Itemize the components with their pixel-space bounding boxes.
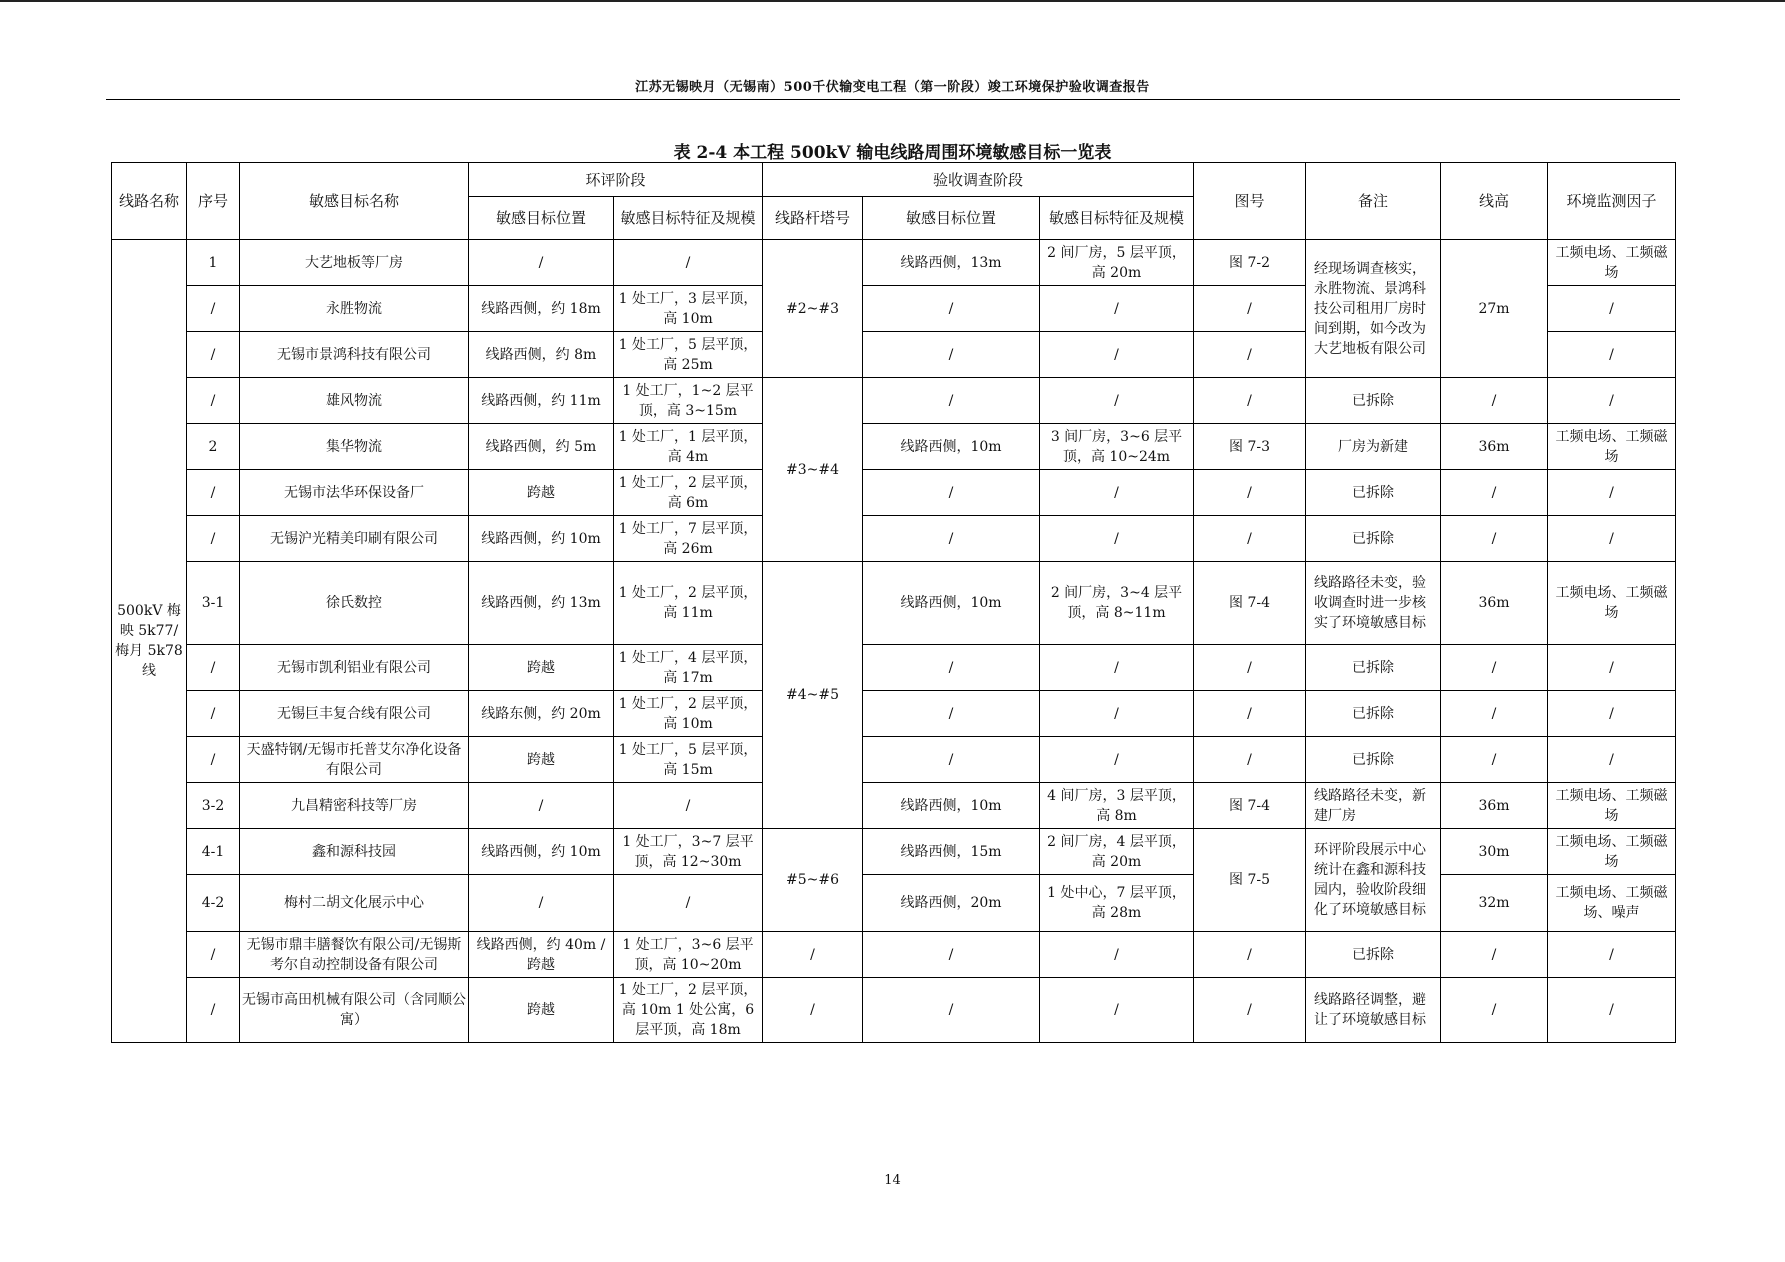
target-name-cell: 无锡市高田机械有限公司（含同顺公寓） bbox=[240, 978, 469, 1043]
monitoring-cell: 工频电场、工频磁场 bbox=[1548, 240, 1676, 286]
target-name-cell: 九昌精密科技等厂房 bbox=[240, 783, 469, 829]
remark-cell: 线路路径未变，新建厂房 bbox=[1306, 783, 1441, 829]
table-row bbox=[112, 240, 1676, 286]
monitoring-cell: 工频电场、工频磁场 bbox=[1548, 424, 1676, 470]
acc-feature-cell: / bbox=[1040, 470, 1194, 516]
monitoring-cell: 工频电场、工频磁场 bbox=[1548, 783, 1676, 829]
eia-position-cell: 线路西侧，约 10m bbox=[469, 516, 614, 562]
acc-position-cell: / bbox=[863, 737, 1040, 783]
target-name-cell: 徐氏数控 bbox=[240, 562, 469, 645]
acc-position-cell: 线路西侧，10m bbox=[863, 562, 1040, 645]
monitoring-cell: / bbox=[1548, 516, 1676, 562]
acc-position-cell: 线路西侧，10m bbox=[863, 424, 1040, 470]
seq-cell: / bbox=[187, 932, 240, 978]
col-monitoring: 环境监测因子 bbox=[1548, 163, 1676, 240]
tower-cell: #2~#3 bbox=[763, 240, 863, 378]
target-name-cell: 无锡巨丰复合线有限公司 bbox=[240, 691, 469, 737]
target-name-cell: 雄风物流 bbox=[240, 378, 469, 424]
line-height-cell: / bbox=[1441, 470, 1548, 516]
remark-cell: 已拆除 bbox=[1306, 516, 1441, 562]
seq-cell: 4-2 bbox=[187, 875, 240, 932]
target-name-cell: 无锡市鼎丰膳餐饮有限公司/无锡斯考尔自动控制设备有限公司 bbox=[240, 932, 469, 978]
target-name-cell: 无锡市法华环保设备厂 bbox=[240, 470, 469, 516]
acc-feature-cell: 3 间厂房，3~6 层平顶，高 10~24m bbox=[1040, 424, 1194, 470]
header-row-1 bbox=[112, 163, 1676, 197]
seq-cell: / bbox=[187, 286, 240, 332]
top-border-line bbox=[0, 0, 1785, 2]
seq-cell: 1 bbox=[187, 240, 240, 286]
report-header: 江苏无锡映月（无锡南）500千伏输变电工程（第一阶段）竣工环境保护验收调查报告 bbox=[635, 80, 1150, 95]
tower-cell: #3~#4 bbox=[763, 378, 863, 562]
target-name-cell: 天盛特钢/无锡市托普艾尔净化设备有限公司 bbox=[240, 737, 469, 783]
remark-cell: 已拆除 bbox=[1306, 645, 1441, 691]
eia-feature-cell: 1 处工厂，4 层平顶，高 17m bbox=[614, 645, 763, 691]
col-acc-position: 敏感目标位置 bbox=[863, 197, 1040, 240]
seq-cell: / bbox=[187, 378, 240, 424]
remark-cell: 经现场调查核实，永胜物流、景鸿科技公司租用厂房时间到期，如今改为大艺地板有限公司 bbox=[1306, 240, 1441, 378]
figure-cell: / bbox=[1194, 516, 1306, 562]
target-name-cell: 无锡沪光精美印刷有限公司 bbox=[240, 516, 469, 562]
acc-feature-cell: / bbox=[1040, 932, 1194, 978]
line-name-cell: 500kV 梅映 5k77/梅月 5k78 线 bbox=[112, 240, 187, 1043]
acc-feature-cell: 2 间厂房，4 层平顶，高 20m bbox=[1040, 829, 1194, 875]
acc-feature-cell: / bbox=[1040, 332, 1194, 378]
header-rule bbox=[106, 99, 1680, 100]
eia-feature-cell: 1 处工厂，2 层平顶，高 11m bbox=[614, 562, 763, 645]
eia-feature-cell: 1 处工厂，7 层平顶，高 26m bbox=[614, 516, 763, 562]
col-acceptance-stage: 验收调查阶段 bbox=[763, 163, 1194, 197]
line-height-cell: 30m bbox=[1441, 829, 1548, 875]
eia-feature-cell: 1 处工厂，2 层平顶，高 10m bbox=[614, 691, 763, 737]
table-row bbox=[112, 470, 1676, 516]
seq-cell: 3-1 bbox=[187, 562, 240, 645]
acc-position-cell: / bbox=[863, 286, 1040, 332]
eia-feature-cell: 1 处工厂，3~6 层平顶，高 10~20m bbox=[614, 932, 763, 978]
line-height-cell: 36m bbox=[1441, 783, 1548, 829]
table-title: 表 2-4 本工程 500kV 输电线路周围环境敏感目标一览表 bbox=[673, 143, 1112, 163]
seq-cell: 2 bbox=[187, 424, 240, 470]
table-row bbox=[112, 645, 1676, 691]
remark-cell: 环评阶段展示中心统计在鑫和源科技园内，验收阶段细化了环境敏感目标 bbox=[1306, 829, 1441, 932]
line-height-cell: / bbox=[1441, 978, 1548, 1043]
acc-position-cell: 线路西侧，10m bbox=[863, 783, 1040, 829]
col-seq: 序号 bbox=[187, 163, 240, 240]
monitoring-cell: 工频电场、工频磁场 bbox=[1548, 829, 1676, 875]
seq-cell: 4-1 bbox=[187, 829, 240, 875]
table-row bbox=[112, 691, 1676, 737]
seq-cell: / bbox=[187, 470, 240, 516]
line-height-cell: 32m bbox=[1441, 875, 1548, 932]
table-row bbox=[112, 562, 1676, 645]
acc-feature-cell: / bbox=[1040, 691, 1194, 737]
eia-feature-cell: / bbox=[614, 240, 763, 286]
eia-position-cell: 线路西侧，约 40m /跨越 bbox=[469, 932, 614, 978]
remark-cell: 已拆除 bbox=[1306, 470, 1441, 516]
tower-cell: #4~#5 bbox=[763, 562, 863, 829]
acc-position-cell: / bbox=[863, 978, 1040, 1043]
seq-cell: / bbox=[187, 978, 240, 1043]
monitoring-cell: 工频电场、工频磁场 bbox=[1548, 562, 1676, 645]
eia-feature-cell: 1 处工厂，3 层平顶，高 10m bbox=[614, 286, 763, 332]
table-row bbox=[112, 932, 1676, 978]
monitoring-cell: 工频电场、工频磁场、噪声 bbox=[1548, 875, 1676, 932]
figure-cell: 图 7-3 bbox=[1194, 424, 1306, 470]
col-tower: 线路杆塔号 bbox=[763, 197, 863, 240]
eia-feature-cell: 1 处工厂，2 层平顶，高 6m bbox=[614, 470, 763, 516]
line-height-cell: / bbox=[1441, 737, 1548, 783]
seq-cell: 3-2 bbox=[187, 783, 240, 829]
figure-cell: / bbox=[1194, 470, 1306, 516]
seq-cell: / bbox=[187, 516, 240, 562]
page-number: 14 bbox=[884, 1173, 901, 1188]
monitoring-cell: / bbox=[1548, 645, 1676, 691]
col-line-height: 线高 bbox=[1441, 163, 1548, 240]
col-line-name: 线路名称 bbox=[112, 163, 187, 240]
sensitive-targets-table bbox=[111, 162, 1676, 1043]
col-eia-feature: 敏感目标特征及规模 bbox=[614, 197, 763, 240]
target-name-cell: 大艺地板等厂房 bbox=[240, 240, 469, 286]
acc-position-cell: 线路西侧，20m bbox=[863, 875, 1040, 932]
acc-position-cell: / bbox=[863, 645, 1040, 691]
eia-feature-cell: / bbox=[614, 783, 763, 829]
eia-position-cell: 跨越 bbox=[469, 737, 614, 783]
eia-feature-cell: 1 处工厂，3~7 层平顶，高 12~30m bbox=[614, 829, 763, 875]
acc-position-cell: / bbox=[863, 691, 1040, 737]
remark-cell: 厂房为新建 bbox=[1306, 424, 1441, 470]
eia-position-cell: 跨越 bbox=[469, 978, 614, 1043]
line-height-cell: 36m bbox=[1441, 562, 1548, 645]
acc-position-cell: / bbox=[863, 470, 1040, 516]
acc-feature-cell: 2 间厂房，5 层平顶，高 20m bbox=[1040, 240, 1194, 286]
table-row bbox=[112, 875, 1676, 932]
figure-cell: 图 7-4 bbox=[1194, 562, 1306, 645]
acc-feature-cell: / bbox=[1040, 286, 1194, 332]
figure-cell: / bbox=[1194, 737, 1306, 783]
eia-position-cell: 线路西侧，约 18m bbox=[469, 286, 614, 332]
figure-cell: / bbox=[1194, 978, 1306, 1043]
acc-feature-cell: 1 处中心，7 层平顶，高 28m bbox=[1040, 875, 1194, 932]
line-height-cell: / bbox=[1441, 378, 1548, 424]
acc-feature-cell: 2 间厂房，3~4 层平顶，高 8~11m bbox=[1040, 562, 1194, 645]
eia-position-cell: 线路西侧，约 8m bbox=[469, 332, 614, 378]
acc-feature-cell: / bbox=[1040, 516, 1194, 562]
acc-position-cell: / bbox=[863, 516, 1040, 562]
monitoring-cell: / bbox=[1548, 470, 1676, 516]
figure-cell: / bbox=[1194, 691, 1306, 737]
figure-cell: / bbox=[1194, 286, 1306, 332]
figure-cell: / bbox=[1194, 932, 1306, 978]
line-height-cell: 27m bbox=[1441, 240, 1548, 378]
target-name-cell: 无锡市凯利铝业有限公司 bbox=[240, 645, 469, 691]
eia-position-cell: 线路东侧，约 20m bbox=[469, 691, 614, 737]
eia-feature-cell: / bbox=[614, 875, 763, 932]
monitoring-cell: / bbox=[1548, 332, 1676, 378]
target-name-cell: 集华物流 bbox=[240, 424, 469, 470]
target-name-cell: 梅村二胡文化展示中心 bbox=[240, 875, 469, 932]
acc-feature-cell: / bbox=[1040, 978, 1194, 1043]
seq-cell: / bbox=[187, 645, 240, 691]
eia-position-cell: / bbox=[469, 240, 614, 286]
acc-position-cell: 线路西侧，13m bbox=[863, 240, 1040, 286]
table-row bbox=[112, 978, 1676, 1043]
figure-cell: / bbox=[1194, 645, 1306, 691]
acc-position-cell: / bbox=[863, 332, 1040, 378]
target-name-cell: 永胜物流 bbox=[240, 286, 469, 332]
col-target-name: 敏感目标名称 bbox=[240, 163, 469, 240]
target-name-cell: 无锡市景鸿科技有限公司 bbox=[240, 332, 469, 378]
table-row bbox=[112, 516, 1676, 562]
line-height-cell: / bbox=[1441, 516, 1548, 562]
tower-cell: #5~#6 bbox=[763, 829, 863, 932]
remark-cell: 已拆除 bbox=[1306, 691, 1441, 737]
col-acc-feature: 敏感目标特征及规模 bbox=[1040, 197, 1194, 240]
col-eia-position: 敏感目标位置 bbox=[469, 197, 614, 240]
eia-position-cell: 跨越 bbox=[469, 470, 614, 516]
acc-feature-cell: / bbox=[1040, 737, 1194, 783]
monitoring-cell: / bbox=[1548, 691, 1676, 737]
monitoring-cell: / bbox=[1548, 286, 1676, 332]
remark-cell: 已拆除 bbox=[1306, 737, 1441, 783]
line-height-cell: / bbox=[1441, 645, 1548, 691]
table-row bbox=[112, 378, 1676, 424]
acc-feature-cell: / bbox=[1040, 378, 1194, 424]
eia-feature-cell: 1 处工厂，2 层平顶，高 10m 1 处公寓，6 层平顶，高 18m bbox=[614, 978, 763, 1043]
acc-feature-cell: / bbox=[1040, 645, 1194, 691]
eia-position-cell: 跨越 bbox=[469, 645, 614, 691]
eia-position-cell: 线路西侧，约 13m bbox=[469, 562, 614, 645]
figure-cell: 图 7-5 bbox=[1194, 829, 1306, 932]
table-row bbox=[112, 424, 1676, 470]
acc-position-cell: / bbox=[863, 932, 1040, 978]
eia-position-cell: 线路西侧，约 10m bbox=[469, 829, 614, 875]
seq-cell: / bbox=[187, 691, 240, 737]
line-height-cell: / bbox=[1441, 691, 1548, 737]
line-height-cell: 36m bbox=[1441, 424, 1548, 470]
col-figure: 图号 bbox=[1194, 163, 1306, 240]
figure-cell: / bbox=[1194, 378, 1306, 424]
remark-cell: 线路路径调整，避让了环境敏感目标 bbox=[1306, 978, 1441, 1043]
seq-cell: / bbox=[187, 332, 240, 378]
remark-cell: 已拆除 bbox=[1306, 932, 1441, 978]
figure-cell: / bbox=[1194, 332, 1306, 378]
target-name-cell: 鑫和源科技园 bbox=[240, 829, 469, 875]
table-row bbox=[112, 737, 1676, 783]
acc-position-cell: 线路西侧，15m bbox=[863, 829, 1040, 875]
table-row bbox=[112, 783, 1676, 829]
acc-feature-cell: 4 间厂房，3 层平顶，高 8m bbox=[1040, 783, 1194, 829]
monitoring-cell: / bbox=[1548, 378, 1676, 424]
figure-cell: 图 7-4 bbox=[1194, 783, 1306, 829]
eia-feature-cell: 1 处工厂，1~2 层平顶，高 3~15m bbox=[614, 378, 763, 424]
acc-position-cell: / bbox=[863, 378, 1040, 424]
remark-cell: 线路路径未变，验收调查时进一步核实了环境敏感目标 bbox=[1306, 562, 1441, 645]
eia-position-cell: / bbox=[469, 875, 614, 932]
eia-feature-cell: 1 处工厂，5 层平顶，高 15m bbox=[614, 737, 763, 783]
tower-cell: / bbox=[763, 932, 863, 978]
eia-position-cell: 线路西侧，约 5m bbox=[469, 424, 614, 470]
eia-position-cell: / bbox=[469, 783, 614, 829]
seq-cell: / bbox=[187, 737, 240, 783]
monitoring-cell: / bbox=[1548, 737, 1676, 783]
eia-feature-cell: 1 处工厂，5 层平顶，高 25m bbox=[614, 332, 763, 378]
line-height-cell: / bbox=[1441, 932, 1548, 978]
col-remark: 备注 bbox=[1306, 163, 1441, 240]
table-row bbox=[112, 829, 1676, 875]
monitoring-cell: / bbox=[1548, 932, 1676, 978]
remark-cell: 已拆除 bbox=[1306, 378, 1441, 424]
tower-cell: / bbox=[763, 978, 863, 1043]
col-eia-stage: 环评阶段 bbox=[469, 163, 763, 197]
figure-cell: 图 7-2 bbox=[1194, 240, 1306, 286]
eia-position-cell: 线路西侧，约 11m bbox=[469, 378, 614, 424]
monitoring-cell: / bbox=[1548, 978, 1676, 1043]
eia-feature-cell: 1 处工厂，1 层平顶，高 4m bbox=[614, 424, 763, 470]
